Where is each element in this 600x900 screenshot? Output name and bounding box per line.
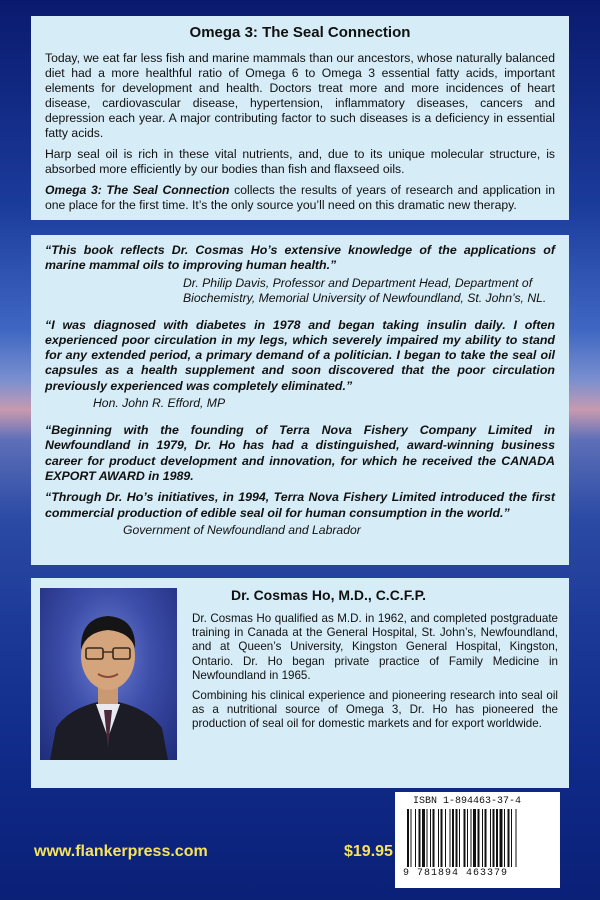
testimonials-panel: [31, 235, 569, 565]
price: $19.95: [344, 843, 393, 860]
intro-paragraph-2: Harp seal oil is rich in these vital nutrients, and, due to its unique molecular structure, is absorbed more efficiently by our bodies than fish and flaxseed oils.: [45, 147, 555, 176]
testimonial-attribution: Government of Newfoundland and Labrador: [123, 522, 361, 537]
author-photo: [40, 588, 177, 760]
testimonial-quote: “Through Dr. Ho’s initiatives, in 1994, Terra Nova Fishery Limited introduced the first commercial production of edible seal oil for human consumption in the world.”: [45, 490, 555, 520]
author-panel: [31, 578, 569, 788]
testimonial: [45, 243, 555, 306]
intro-paragraph-1: Today, we eat far less fish and marine mammals than our ancestors, whose naturally balanced diet had a more healthful ratio of Omega 6 to Omega 3 essential fatty acids, important elements for development and health. Doctors treat more and more incidences of heart disease, cardiovascular disease, hypertension, inflammatory diseases, cancers and depression each year. A major contributing factor to such diseases is a deficiency in essential fatty acids.: [45, 51, 555, 140]
testimonial-quote: “I was diagnosed with diabetes in 1978 and began taking insulin daily. I often experienced poor circulation in my legs, which severely impaired my ability to stand for any extended period, a primary demand of a politician. I began to take the seal oil capsules as a health supplement and soon discovered that the poor circulation previously experienced was completely eliminated.”: [45, 317, 555, 393]
intro-paragraph-3-text: collects the results of years of research and application in one place for the first time. It’s the only source you’ll need on this dramatic new therapy.: [45, 183, 555, 212]
author-portrait-illustration: [40, 588, 177, 760]
testimonial-attribution: Dr. Philip Davis, Professor and Department Head, Department of Biochemistry, Memorial University of Newfoundland, St. John’s, NL.: [183, 275, 547, 305]
testimonial: [45, 318, 555, 411]
testimonial-attribution: Hon. John R. Efford, MP: [93, 396, 226, 411]
publisher-website: www.flankerpress.com: [34, 843, 208, 860]
barcode-icon: [403, 809, 552, 867]
testimonial-quote: “This book reflects Dr. Cosmas Ho’s extensive knowledge of the applications of marine mammal oils to improving human health.”: [45, 243, 555, 273]
intro-panel: [31, 16, 569, 220]
author-name: Dr. Cosmas Ho, M.D., C.C.F.P.: [231, 587, 427, 603]
intro-title-reference: Omega 3: The Seal Connection: [45, 183, 230, 197]
intro-paragraph-3: [45, 183, 555, 213]
author-bio: [192, 612, 558, 738]
book-title: Omega 3: The Seal Connection: [189, 24, 411, 41]
testimonial: [45, 423, 555, 484]
testimonial: [45, 490, 555, 538]
barcode-digits: 9 781894 463379: [403, 868, 509, 879]
isbn-number: ISBN 1-894463-37-4: [413, 796, 522, 807]
bio-paragraph-1: Dr. Cosmas Ho qualified as M.D. in 1962, and completed postgraduate training in Canada at the General Hospital, St. John’s, Newfoundland, and at Queen’s University, Kingston General Hospital, Kingston, Ontario. Dr. Ho began private practice of Family Medicine in Newfoundland in 1965.: [192, 612, 558, 682]
testimonial-quote: “Beginning with the founding of Terra Nova Fishery Company Limited in Newfoundland in 1979, Dr. Ho has had a distinguished, award-winning business career for product development and innovation, for which he received the CANADA EXPORT AWARD in 1989.: [45, 423, 555, 483]
bio-paragraph-2: Combining his clinical experience and pioneering research into seal oil as a nutritional source of Omega 3, Dr. Ho has pioneered the production of seal oil for domestic markets and for export worldwide.: [192, 689, 558, 731]
isbn-barcode-box: [395, 792, 560, 888]
